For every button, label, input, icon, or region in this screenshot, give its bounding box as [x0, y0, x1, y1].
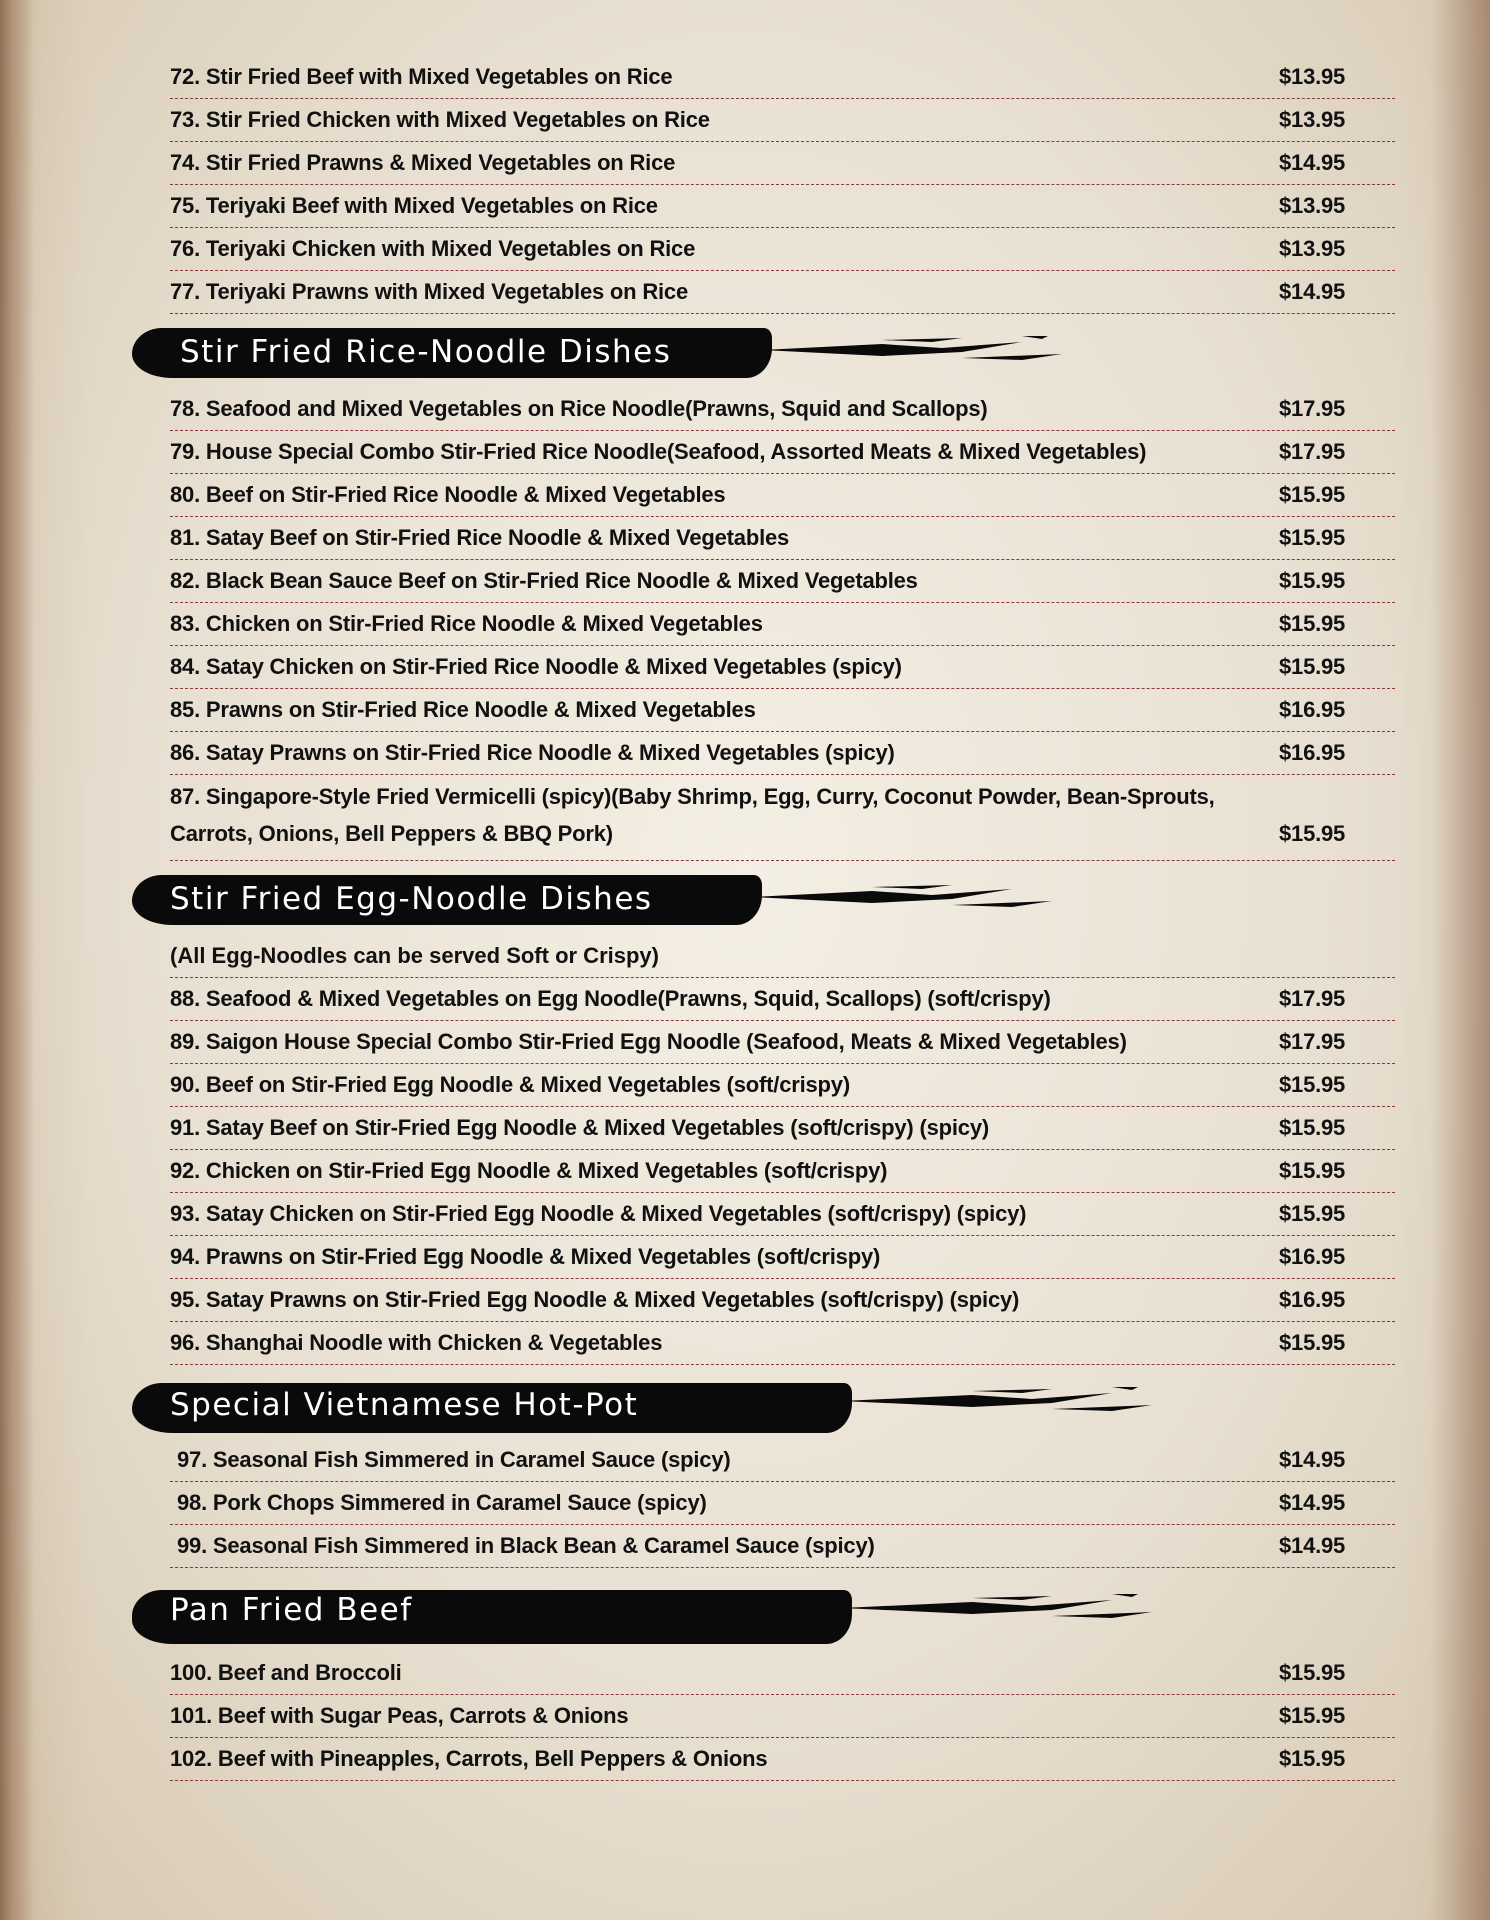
item-name: 80. Beef on Stir-Fried Rice Noodle & Mixed Vegetables: [170, 482, 726, 507]
item-name: 74. Stir Fried Prawns & Mixed Vegetables on Rice: [170, 150, 676, 175]
item-price: $15.95: [1279, 654, 1346, 679]
menu-item: [170, 388, 1395, 431]
section-rice-noodle: [170, 388, 1395, 861]
menu-item: [170, 1695, 1395, 1738]
brush-tail-icon: [842, 1594, 1182, 1624]
item-price: $14.95: [1279, 1533, 1346, 1558]
menu-item: [170, 1322, 1395, 1365]
page-edge-right: [1430, 0, 1490, 1920]
item-price: $15.95: [1279, 568, 1346, 593]
menu-item: [170, 775, 1395, 861]
item-price: $13.95: [1279, 236, 1346, 261]
item-name: 73. Stir Fried Chicken with Mixed Vegetables on Rice: [170, 107, 710, 132]
item-name: 78. Seafood and Mixed Vegetables on Rice Noodle(Prawns, Squid and Scallops): [170, 396, 988, 421]
menu-item: [170, 56, 1395, 99]
item-name: 89. Saigon House Special Combo Stir-Fried Egg Noodle (Seafood, Meats & Mixed Vegetables): [170, 1029, 1127, 1054]
brush-tail-icon: [842, 1387, 1182, 1417]
section-rice-dishes: [170, 56, 1395, 314]
item-name: 94. Prawns on Stir-Fried Egg Noodle & Mixed Vegetables (soft/crispy): [170, 1244, 881, 1269]
item-name: 98. Pork Chops Simmered in Caramel Sauce (spicy): [177, 1490, 707, 1515]
brush-tail-icon: [752, 883, 1082, 913]
menu-item: [170, 99, 1395, 142]
item-price: $13.95: [1279, 193, 1346, 218]
item-price: $14.95: [1279, 1447, 1346, 1472]
menu-item: [170, 689, 1395, 732]
menu-item: [170, 517, 1395, 560]
menu-item: [170, 1279, 1395, 1322]
menu-item: [170, 142, 1395, 185]
section-title: Special Vietnamese Hot-Pot: [170, 1387, 639, 1423]
menu-item: [170, 1107, 1395, 1150]
item-price: $13.95: [1279, 64, 1346, 89]
item-name: 82. Black Bean Sauce Beef on Stir-Fried Rice Noodle & Mixed Vegetables: [170, 568, 918, 593]
item-name: 77. Teriyaki Prawns with Mixed Vegetables on Rice: [170, 279, 688, 304]
menu-item: [170, 1439, 1395, 1482]
item-price: $15.95: [1279, 1072, 1346, 1097]
item-price: $14.95: [1279, 1490, 1346, 1515]
menu-page: [170, 56, 1395, 1781]
item-price: $15.95: [1279, 1660, 1346, 1685]
item-name: 101. Beef with Sugar Peas, Carrots & Onions: [170, 1703, 629, 1728]
section-banner-hot-pot: [132, 1373, 1395, 1439]
menu-item: [170, 732, 1395, 775]
section-banner-egg-noodle: [132, 861, 1395, 935]
section-hot-pot: [170, 1439, 1395, 1568]
menu-item: [170, 474, 1395, 517]
menu-item: [170, 1738, 1395, 1781]
menu-item: [170, 1482, 1395, 1525]
item-name-continued: Carrots, Onions, Bell Peppers & BBQ Pork): [170, 821, 613, 846]
item-name: 87. Singapore-Style Fried Vermicelli (spicy)(Baby Shrimp, Egg, Curry, Coconut Powder, Bean-Sprouts,: [170, 784, 1215, 809]
menu-item: [170, 1652, 1395, 1695]
brush-tail-icon: [762, 336, 1092, 366]
item-price: $17.95: [1279, 396, 1346, 421]
item-price: $15.95: [1279, 1115, 1346, 1140]
item-name: 84. Satay Chicken on Stir-Fried Rice Noodle & Mixed Vegetables (spicy): [170, 654, 902, 679]
item-price: $14.95: [1279, 279, 1346, 304]
item-price: $15.95: [1279, 1746, 1346, 1771]
item-name: 76. Teriyaki Chicken with Mixed Vegetables on Rice: [170, 236, 696, 261]
menu-item: [170, 1064, 1395, 1107]
menu-item: [170, 978, 1395, 1021]
section-note: (All Egg-Noodles can be served Soft or Crispy): [170, 935, 1395, 978]
item-name: 102. Beef with Pineapples, Carrots, Bell Peppers & Onions: [170, 1746, 768, 1771]
menu-item: [170, 1150, 1395, 1193]
item-price: $15.95: [1279, 1201, 1346, 1226]
item-name: 75. Teriyaki Beef with Mixed Vegetables on Rice: [170, 193, 658, 218]
item-name: 91. Satay Beef on Stir-Fried Egg Noodle & Mixed Vegetables (soft/crispy) (spicy): [170, 1115, 989, 1140]
item-price: $16.95: [1279, 740, 1346, 765]
menu-item: [170, 228, 1395, 271]
item-name: 92. Chicken on Stir-Fried Egg Noodle & Mixed Vegetables (soft/crispy): [170, 1158, 888, 1183]
item-price: $16.95: [1279, 1244, 1346, 1269]
item-price: $15.95: [1279, 1330, 1346, 1355]
menu-item: [170, 1525, 1395, 1568]
item-name: 97. Seasonal Fish Simmered in Caramel Sauce (spicy): [177, 1447, 731, 1472]
item-price: $16.95: [1279, 1287, 1346, 1312]
item-price: $13.95: [1279, 107, 1346, 132]
item-price: $15.95: [1279, 1703, 1346, 1728]
item-price: $15.95: [1279, 1158, 1346, 1183]
item-price: $14.95: [1279, 150, 1346, 175]
item-price: $15.95: [1279, 482, 1346, 507]
item-name: 93. Satay Chicken on Stir-Fried Egg Noodle & Mixed Vegetables (soft/crispy) (spicy): [170, 1201, 1027, 1226]
menu-item: [170, 271, 1395, 314]
section-banner-pan-fried-beef: [132, 1572, 1395, 1652]
item-name: 83. Chicken on Stir-Fried Rice Noodle & Mixed Vegetables: [170, 611, 763, 636]
section-title: Stir Fried Rice-Noodle Dishes: [180, 334, 672, 370]
menu-item: [170, 1236, 1395, 1279]
item-name: 95. Satay Prawns on Stir-Fried Egg Noodle & Mixed Vegetables (soft/crispy) (spicy): [170, 1287, 1020, 1312]
item-name: 79. House Special Combo Stir-Fried Rice Noodle(Seafood, Assorted Meats & Mixed Vegetables): [170, 439, 1147, 464]
item-price: $17.95: [1279, 1029, 1346, 1054]
item-name: 86. Satay Prawns on Stir-Fried Rice Noodle & Mixed Vegetables (spicy): [170, 740, 895, 765]
item-name: 85. Prawns on Stir-Fried Rice Noodle & Mixed Vegetables: [170, 697, 756, 722]
menu-item: [170, 1193, 1395, 1236]
item-price: $16.95: [1279, 697, 1346, 722]
item-name: 72. Stir Fried Beef with Mixed Vegetables on Rice: [170, 64, 673, 89]
menu-item: [170, 185, 1395, 228]
item-name: 81. Satay Beef on Stir-Fried Rice Noodle & Mixed Vegetables: [170, 525, 790, 550]
section-pan-fried-beef: [170, 1652, 1395, 1781]
section-banner-rice-noodle: [132, 314, 1395, 388]
item-name: 99. Seasonal Fish Simmered in Black Bean & Caramel Sauce (spicy): [177, 1533, 875, 1558]
section-egg-noodle: [170, 935, 1395, 1365]
section-title: Pan Fried Beef: [170, 1592, 413, 1628]
menu-item: [170, 603, 1395, 646]
item-name: 96. Shanghai Noodle with Chicken & Vegetables: [170, 1330, 663, 1355]
section-title: Stir Fried Egg-Noodle Dishes: [170, 881, 653, 917]
menu-item: [170, 431, 1395, 474]
item-price: $15.95: [1279, 611, 1346, 636]
item-name: 90. Beef on Stir-Fried Egg Noodle & Mixed Vegetables (soft/crispy): [170, 1072, 850, 1097]
page-edge-left: [0, 0, 34, 1920]
menu-item: [170, 1021, 1395, 1064]
item-price: $17.95: [1279, 986, 1346, 1011]
menu-item: [170, 560, 1395, 603]
menu-item: [170, 646, 1395, 689]
item-price: $17.95: [1279, 439, 1346, 464]
item-price: $15.95: [1279, 821, 1346, 846]
item-price: $15.95: [1279, 525, 1346, 550]
item-name: 100. Beef and Broccoli: [170, 1660, 402, 1685]
item-name: 88. Seafood & Mixed Vegetables on Egg Noodle(Prawns, Squid, Scallops) (soft/crispy): [170, 986, 1051, 1011]
